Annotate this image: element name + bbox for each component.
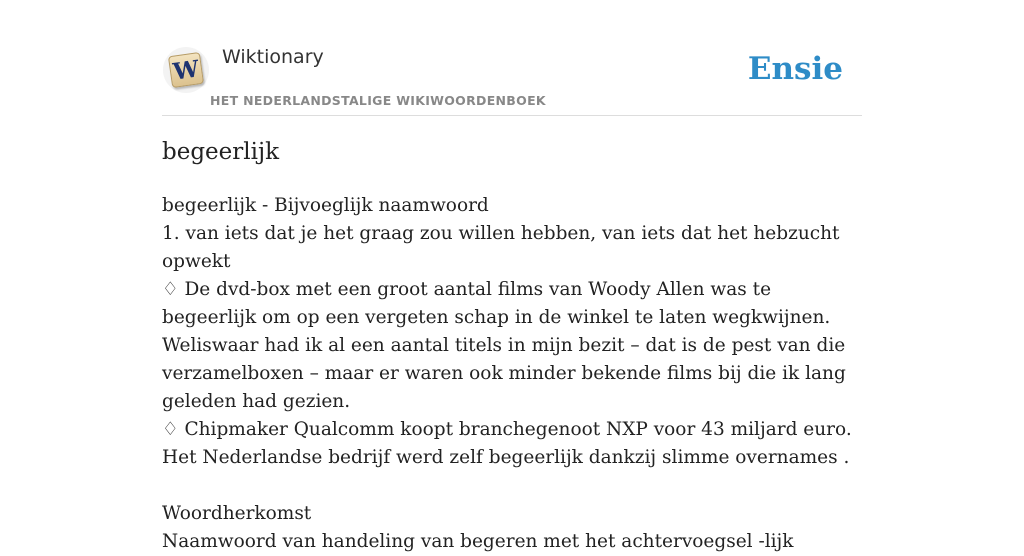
logo-letter: W bbox=[171, 55, 201, 86]
entry-content bbox=[162, 192, 867, 556]
site-name: Wiktionary bbox=[222, 46, 324, 68]
section-spacer bbox=[162, 472, 867, 500]
logo-tile bbox=[168, 52, 204, 88]
page-title: begeerlijk bbox=[162, 139, 280, 165]
etymology-heading: Woordherkomst bbox=[162, 503, 312, 524]
entry-heading-line: begeerlijk - Bijvoeglijk naamwoord bbox=[162, 195, 489, 216]
example-sentence-1: ♢ De dvd-box met een groot aantal films van Woody Allen was te begeerlijk om op een vergeten schap in de winkel te laten wegkwijnen. Weliswaar had ik al een aantal titels in mijn bezit – dat is de pest van die verzamelboxen – maar er waren ook minder bekende films bij die ik lang geleden had gezien. bbox=[162, 279, 846, 412]
definition: 1. van iets dat je het graag zou willen hebben, van iets dat het hebzucht opwekt bbox=[162, 223, 840, 272]
example-sentence-2: ♢ Chipmaker Qualcomm koopt branchegenoot NXP voor 43 miljard euro. Het Nederlandse bedrijf werd zelf begeerlijk dankzij slimme overnames . bbox=[162, 419, 852, 468]
etymology-text: Naamwoord van handeling van begeren met het achtervoegsel -lijk bbox=[162, 531, 794, 552]
ensie-brand-link[interactable]: Ensie bbox=[747, 51, 843, 87]
site-tagline: HET NEDERLANDSTALIGE WIKIWOORDENBOEK bbox=[210, 93, 546, 108]
header-divider bbox=[162, 115, 862, 116]
